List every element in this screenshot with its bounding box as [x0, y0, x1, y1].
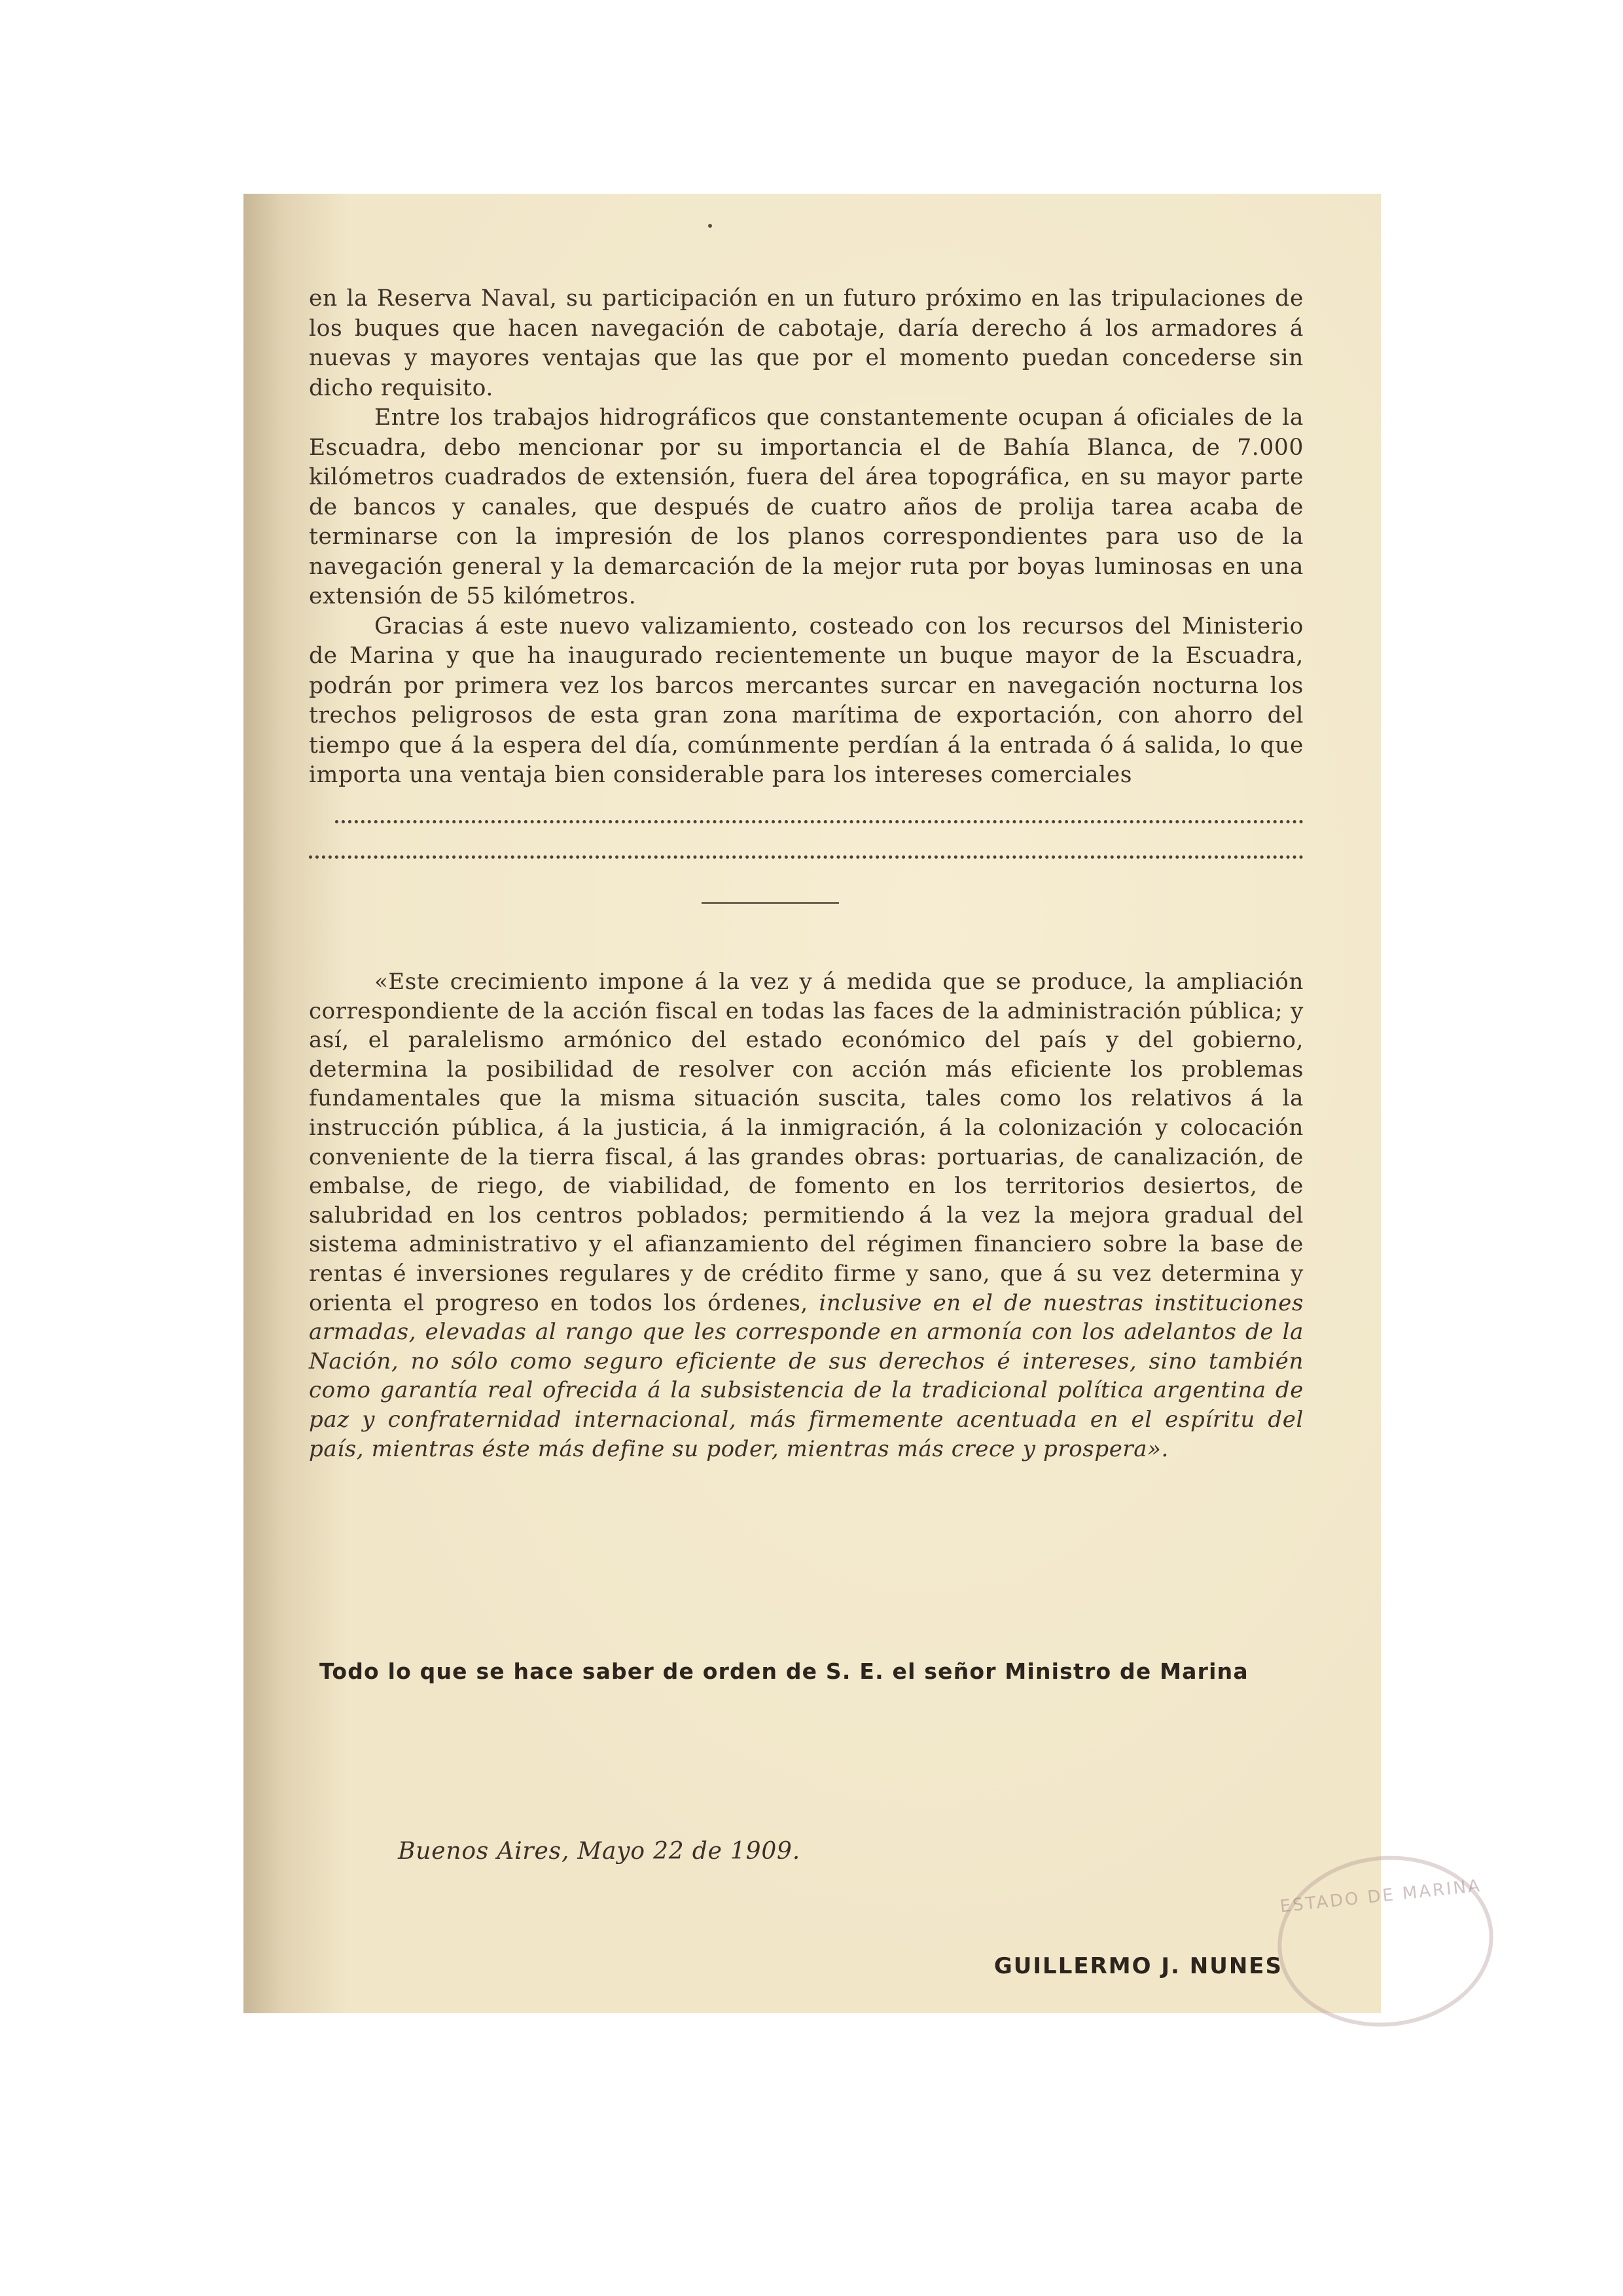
ministry-stamp: ESTADO DE MARINA	[1269, 1845, 1501, 2037]
signature-name: GUILLERMO J. NUNES	[993, 1953, 1283, 1979]
quote-paragraph	[309, 967, 1304, 1463]
paragraph-reserva-naval: en la Reserva Naval, su participación en un futuro próximo en las tripulaciones de los buques que hacen navegación de cabotaje, daría derecho á los armadores á nuevas y mayores ventajas que las que por el momento puedan concederse sin dicho requisito.	[309, 285, 1304, 401]
paragraph-trabajos-hidrograficos: Entre los trabajos hidrográficos que constantemente ocupan á oficiales de la Escuadra, debo mencionar por su importancia el de Bahía Blanca, de 7.000 kilómetros cuadrados de extensión, fuera del área topográfica, en su mayor parte de bancos y canales, que después de cuatro años de prolija tarea acaba de terminarse con la impresión de los planos correspondientes para uso de la navegación general y la demarcación de la mejor ruta por boyas luminosas en una extensión de 55 kilómetros.	[309, 404, 1304, 609]
scanned-page	[243, 194, 1483, 2013]
quote-regular-text: «Este crecimiento impone á la vez y á medida que se produce, la ampliación correspondiente de la acción fiscal en todas las faces de la administración pública; y así, el paralelismo armónico del estado económico del país y del gobierno, determina la posibilidad de resolver con acción más eficiente los problemas fundamentales que la misma situación suscita, tales como los relativos á la instrucción pública, á la justicia, á la inmigración, á la colonización y colocación conveniente de la tierra fiscal, á las grandes obras: portuarias, de canalización, de embalse, de riego, de viabilidad, de fomento en los territorios desiertos, de salubridad en los centros poblados; permitiendo á la vez la mejora gradual del sistema administrativo y el afianzamiento del régimen financiero sobre la base de rentas é inversiones regulares y de crédito firme y sano, que á su vez determina y orienta el progreso en todos los órdenes,	[309, 969, 1304, 1316]
date-line: Buenos Aires, Mayo 22 de 1909.	[398, 1838, 800, 1865]
section-divider	[702, 902, 839, 904]
quote-italic-text: inclusive en el de nuestras instituciones armadas, elevadas al rango que les corresponde en armonía con los adelantos de la Nación, no sólo como seguro eficiente de sus derechos é intereses, sino también como garantía real ofrecida á la subsistencia de la tradicional política argentina de paz y confraternidad internacional, más firmemente acentuada en el espíritu del país, mientras éste más define su poder, mientras más crece y prospera».	[309, 1289, 1304, 1462]
ellipsis-line	[335, 791, 1304, 823]
official-notice: Todo lo que se hace saber de orden de S. E. el señor Ministro de Marina	[319, 1659, 1249, 1684]
report-excerpt	[309, 284, 1304, 861]
ellipsis-line	[309, 826, 1304, 859]
paragraph-valizamiento: Gracias á este nuevo valizamiento, costeado con los recursos del Ministerio de Marina y que ha inaugurado recientemente un buque mayor de la Escuadra, podrán por primera vez los barcos mercantes surcar en navegación nocturna los trechos peligrosos de esta gran zona marítima de exportación, con ahorro del tiempo que á la espera del día, comúnmente perdían á la entrada ó á salida, lo que importa una ventaja bien considerable para los intereses comerciales	[309, 613, 1304, 788]
page-mark	[708, 224, 712, 228]
message-quote	[309, 967, 1304, 1463]
